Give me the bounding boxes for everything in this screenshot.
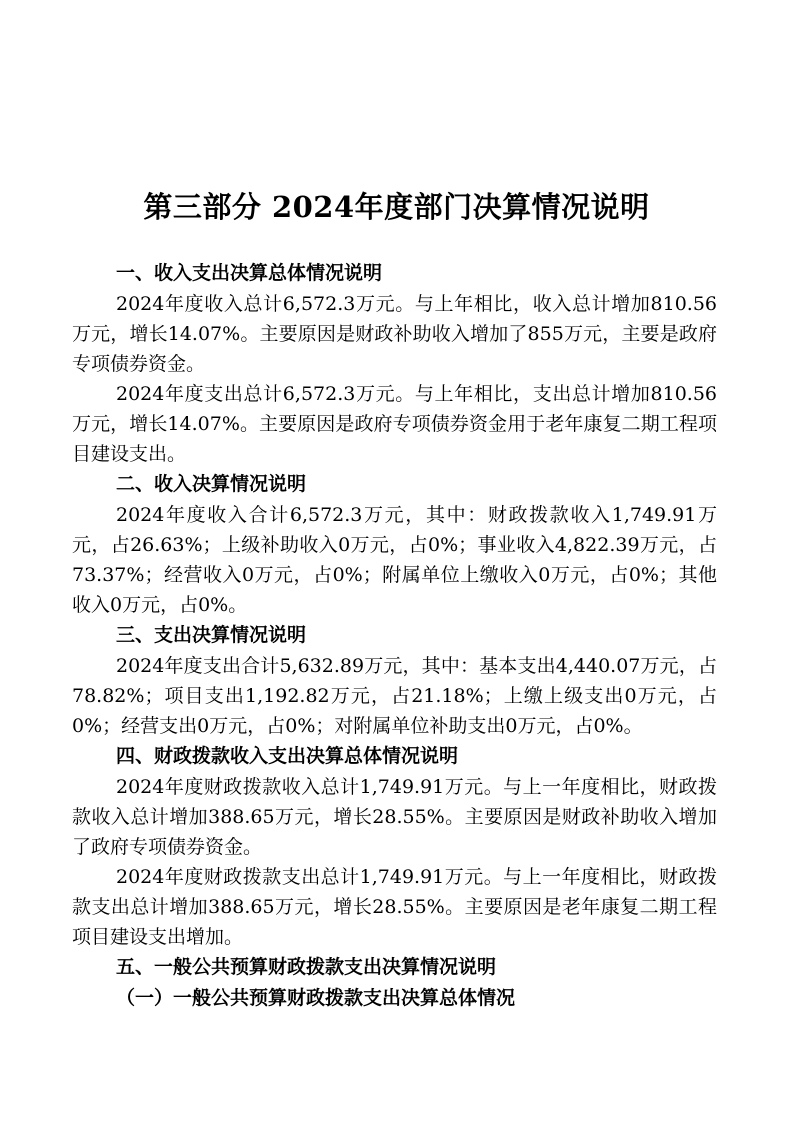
section-heading: 二、收入决算情况说明 [116, 473, 307, 495]
section-3 [72, 620, 717, 741]
paragraph: 2024年度支出合计5,632.89万元，其中：基本支出4,440.07万元，占78.82%；项目支出1,192.82万元，占21.18%；上缴上级支出0万元，占0%；经营支出0万元，占0%；对附属单位补助支出0万元，占0%。 [72, 655, 717, 737]
section-subheading: （一）一般公共预算财政拨款支出决算总体情况 [116, 987, 516, 1009]
paragraph: 2024年度财政拨款收入总计1,749.91万元。与上一年度相比，财政拨款收入总计增加388.65万元，增长28.55%。主要原因是财政补助收入增加了政府专项债券资金。 [72, 776, 717, 858]
section-2 [72, 469, 717, 620]
document-body [72, 258, 717, 1014]
section-1 [72, 258, 717, 469]
section-heading: 一、收入支出决算总体情况说明 [116, 262, 383, 284]
section-4 [72, 741, 717, 952]
section-heading: 三、支出决算情况说明 [116, 624, 307, 646]
paragraph: 2024年度财政拨款支出总计1,749.91万元。与上一年度相比，财政拨款支出总计增加388.65万元，增长28.55%。主要原因是老年康复二期工程项目建设支出增加。 [72, 866, 717, 948]
paragraph: 2024年度支出总计6,572.3万元。与上年相比，支出总计增加810.56万元，增长14.07%。主要原因是政府专项债券资金用于老年康复二期工程项目建设支出。 [72, 383, 717, 465]
paragraph: 2024年度收入合计6,572.3万元，其中：财政拨款收入1,749.91万元，占26.63%；上级补助收入0万元，占0%；事业收入4,822.39万元，占73.37%；经营收入0万元，占0%；附属单位上缴收入0万元，占0%；其他收入0万元，占0%。 [72, 504, 717, 616]
paragraph: 2024年度收入总计6,572.3万元。与上年相比，收入总计增加810.56万元，增长14.07%。主要原因是财政补助收入增加了855万元，主要是政府专项债券资金。 [72, 293, 717, 375]
section-5 [72, 952, 717, 1014]
section-heading: 四、财政拨款收入支出决算总体情况说明 [116, 745, 459, 767]
page-title: 第三部分 2024年度部门决算情况说明 [143, 190, 650, 225]
section-heading: 五、一般公共预算财政拨款支出决算情况说明 [116, 956, 497, 978]
